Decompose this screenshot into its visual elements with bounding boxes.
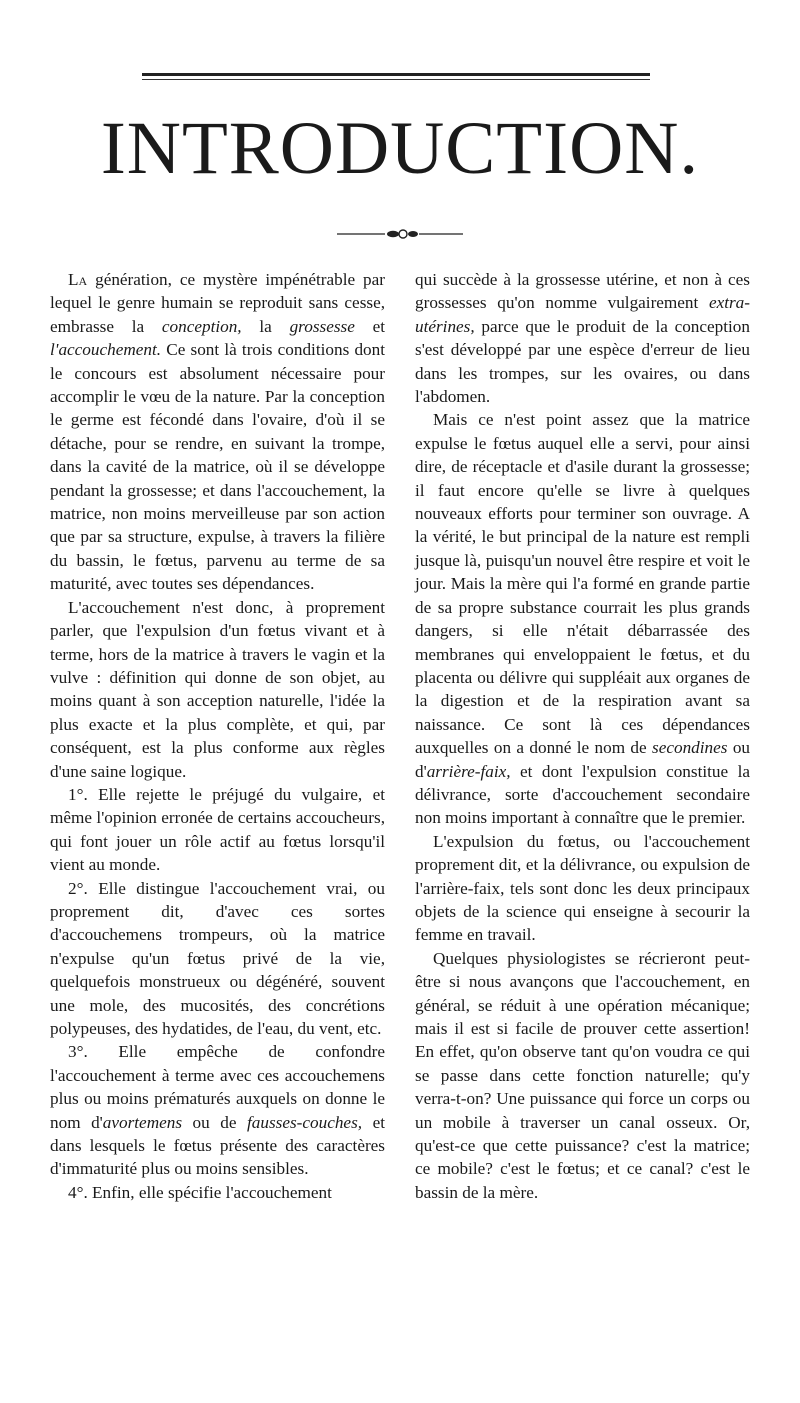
paragraph [415, 408, 750, 829]
top-rule-thick [142, 73, 650, 76]
paragraph [50, 1181, 385, 1204]
text-run: génération, ce mystère impénétrable par lequel le genre humain se reproduit sans cesse, embrasse la [50, 270, 385, 336]
text-run: et dans lesquels le fœtus présente des caractères d'immaturité plus ou moins sensibles. [50, 1112, 385, 1179]
text-run: L'accouchement n'est donc, à proprement parler, que l'expulsion d'un fœtus vivant et à terme, hors de la matrice à travers le vagin et la vulve : définition qui donne de son objet, au moins quant à son acception naturelle, l'idée la plus exacte et la plus complète, et qui, par conséquent, est la plus conforme aux règles d'une saine logique. [50, 597, 385, 781]
italic-term: grossesse [289, 316, 355, 336]
italic-term: arrière-faix, [426, 761, 511, 781]
italic-term: l'accouchement. [50, 340, 162, 360]
text-run: 4°. Enfin, elle spécifie l'accouchement [68, 1182, 332, 1202]
paragraph [50, 1040, 385, 1180]
text-run: parce que le produit de la conception s'est développé par une espèce d'erreur de lieu dans les trompes, sur les ovaires, ou dans l'abdomen. [415, 316, 750, 407]
paragraph [50, 268, 385, 596]
paragraph [415, 268, 750, 408]
left-column [50, 268, 385, 1204]
text-run: L'expulsion du fœtus, ou l'accouchement proprement dit, et la délivrance, ou expulsion de l'arrière-faix, tels sont donc les deux principaux objets de la science qui enseigne à secourir la femme en travail. [415, 831, 750, 945]
text-run: qui succède à la grossesse utérine, et non à ces grossesses qu'on nomme vulgairement [415, 270, 750, 313]
text-run: Ce sont là trois conditions dont le concours est absolument nécessaire pour accomplir le vœu de la nature. Par la conception le germe est fécondé dans l'ovaire, d'où il se détache, pour se rendre, en suivant la trompe, dans la cavité de la matrice, où il se développe pendant la grossesse; et dans l'accouchement, la matrice, non moins merveilleuse par son action que par sa structure, expulse, à travers la filière du bassin, le fœtus, parvenu au terme de sa maturité, avec toutes ses dépendances. [50, 340, 385, 594]
text-run: la [241, 316, 290, 336]
paragraph [415, 947, 750, 1204]
italic-term: extra-utérines, [415, 293, 750, 336]
italic-term: avortemens [102, 1112, 183, 1132]
text-run: Mais ce n'est point assez que la matrice expulse le fœtus auquel elle a servi, pour ainsi dire, de réceptacle et d'asile durant la grossesse; il faut encore qu'elle se livre à quelques nouveaux efforts pour terminer son ouvrage. A la vérité, le but principal de la nature est rempli jusque là, puisqu'un nouvel être respire et voit le jour. Mais la mère qui l'a formé en grande partie de sa propre substance courrait les plus grands dangers, si elle n'était débarrassée des membranes qui enveloppaient le fœtus, et du placenta ou délivre qui suppléait aux organes de la digestion et de la respiration avant sa naissance. Ce sont là ces dépendances auxquelles on a donné le nom de [415, 410, 750, 758]
paragraph [415, 830, 750, 947]
text-run: 3°. Elle empêche de confondre l'accouchement à terme avec ces accouchemens plus ou moins prématurés auxquels on donne le nom d' [50, 1042, 385, 1132]
text-run: Quelques physiologistes se récrieront peut-être si nous avançons que l'accouchement, en général, se réduit à une opération mécanique; mais il est si facile de prouver cette assertion! En effet, qu'on observe tant qu'on voudra ce qui se passe dans cette fonction naturelle; qu'y verra-t-on? Une puissance qui force un corps ou un mobile à traverser un canal osseux. Or, qu'est-ce que cette puissance? c'est la matrice; ce mobile? c'est le fœtus; et ce canal? c'est le bassin de la mère. [415, 948, 750, 1202]
right-column [415, 268, 750, 1204]
ornament-rule [337, 228, 463, 240]
text-run: et dont l'expulsion constitue la délivrance, sorte d'accouchement secondaire non moins important à connaître que le premier. [415, 761, 750, 828]
text-run: 1°. Elle rejette le préjugé du vulgaire, et même l'opinion erronée de certains accoucheurs, qui font jouer un rôle actif au fœtus lorsqu'il vient au monde. [50, 784, 385, 875]
text-run: 2°. Elle distingue l'accouchement vrai, ou proprement dit, d'avec ces sortes d'accouchemens trompeurs, où la matrice n'expulse qu'un fœtus privé de la vie, quelquefois monstrueux ou dégénéré, souvent une mole, des mucosités, des concrétions polypeuses, des hydatides, de l'eau, du vent, etc. [50, 878, 385, 1038]
italic-term: secondines [652, 738, 728, 758]
top-rule-thin [142, 79, 650, 80]
lead-word: La [68, 270, 88, 289]
page-title: INTRODUCTION. [100, 107, 700, 190]
text-run: et [354, 316, 386, 336]
italic-term: conception, [161, 316, 242, 336]
italic-term: fausses-couches, [247, 1112, 363, 1132]
paragraph [50, 877, 385, 1041]
paragraph [50, 596, 385, 783]
paragraph [50, 783, 385, 877]
text-run: ou d' [415, 738, 750, 781]
text-run: ou de [182, 1112, 248, 1132]
